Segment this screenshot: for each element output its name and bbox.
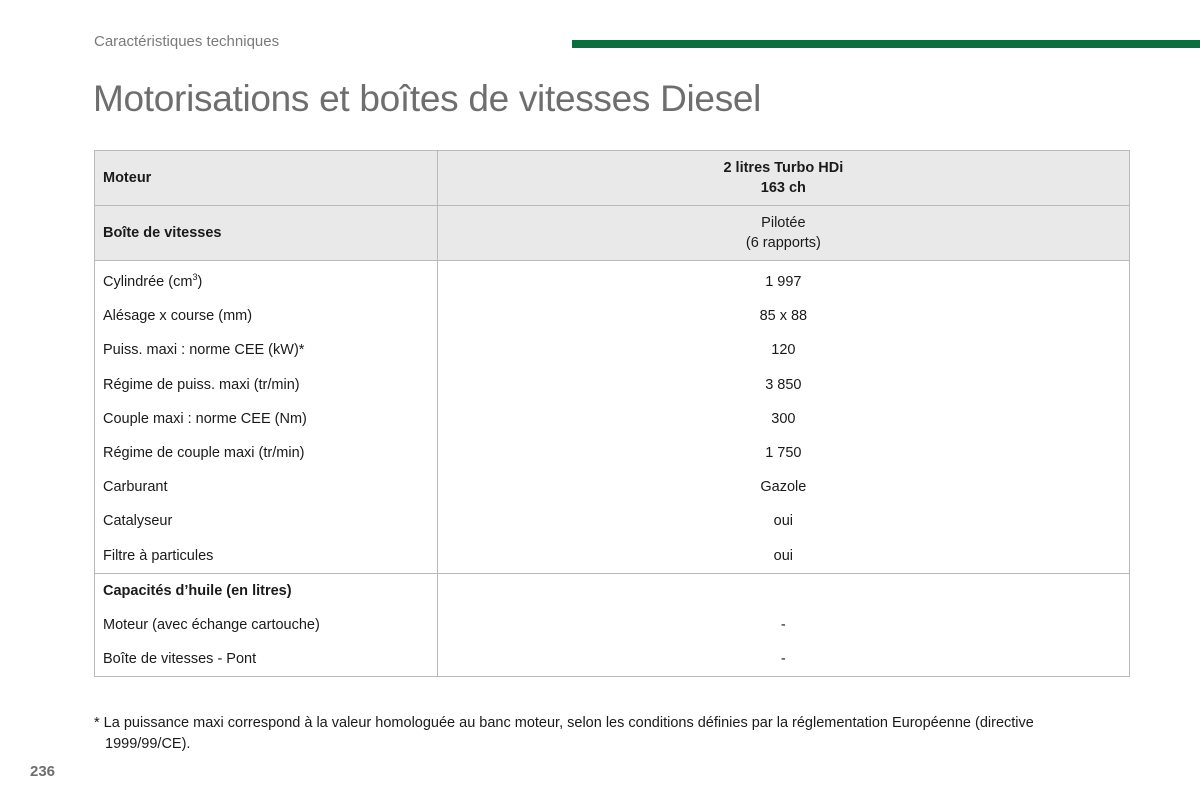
row-label: Régime de puiss. maxi (tr/min) (95, 368, 438, 402)
table-row (95, 299, 1130, 333)
row-value: 300 (437, 402, 1129, 436)
footnote-line2: 1999/99/CE). (105, 736, 191, 752)
oil-section-row (95, 573, 1130, 608)
row-label: Carburant (95, 470, 438, 504)
page-number: 236 (30, 763, 56, 780)
gearbox-value-line1: Pilotée (761, 215, 806, 231)
table-row (95, 608, 1130, 642)
table-row (95, 261, 1130, 300)
row-label: Puiss. maxi : norme CEE (kW)* (95, 333, 438, 367)
table-row (95, 504, 1130, 538)
table-row (95, 368, 1130, 402)
row-value: - (437, 608, 1129, 642)
engine-value (437, 151, 1129, 206)
row-value: 1 997 (437, 261, 1129, 300)
table-row (95, 436, 1130, 470)
row-value: oui (437, 539, 1129, 574)
row-value: oui (437, 504, 1129, 538)
oil-section-title: Capacités d’huile (en litres) (95, 573, 438, 608)
row-label: Filtre à particules (95, 539, 438, 574)
row-label: Régime de couple maxi (tr/min) (95, 436, 438, 470)
section-label: Caractéristiques techniques (94, 33, 280, 50)
table-row (95, 333, 1130, 367)
engine-value-line2: 163 ch (760, 180, 806, 196)
row-label-suffix: ) (197, 274, 203, 291)
footnote (94, 713, 1124, 755)
row-label-sup: 3 (192, 272, 198, 283)
table-row (95, 402, 1130, 436)
row-label: Couple maxi : norme CEE (Nm) (95, 402, 438, 436)
row-value: 85 x 88 (437, 299, 1129, 333)
row-value: 120 (437, 333, 1129, 367)
specs-table (94, 150, 1130, 677)
footnote-line1: * La puissance maxi correspond à la valeur homologuée au banc moteur, selon les conditions définies par la réglementation Européenne (directive (94, 715, 1034, 731)
row-label: Boîte de vitesses - Pont (95, 642, 438, 677)
engine-value-line1: 2 litres Turbo HDi (723, 160, 844, 176)
row-label: Alésage x course (mm) (95, 299, 438, 333)
gearbox-header-row (95, 206, 1130, 261)
page-title: Motorisations et boîtes de vitesses Diesel (93, 78, 762, 119)
row-value: Gazole (437, 470, 1129, 504)
row-label: Moteur (avec échange cartouche) (95, 608, 438, 642)
table-row (95, 642, 1130, 677)
table-row (95, 470, 1130, 504)
row-label: Catalyseur (95, 504, 438, 538)
engine-header-row (95, 151, 1130, 206)
gearbox-label: Boîte de vitesses (95, 206, 438, 261)
row-value: 3 850 (437, 368, 1129, 402)
accent-bar (572, 40, 1200, 48)
row-value: - (437, 642, 1129, 677)
oil-section-empty (437, 573, 1129, 608)
row-label-text: Cylindrée (cm (103, 274, 193, 291)
table-row (95, 539, 1130, 574)
row-label (95, 261, 438, 300)
gearbox-value-line2: (6 rapports) (745, 235, 821, 251)
row-value: 1 750 (437, 436, 1129, 470)
gearbox-value (437, 206, 1129, 261)
engine-label: Moteur (95, 151, 438, 206)
